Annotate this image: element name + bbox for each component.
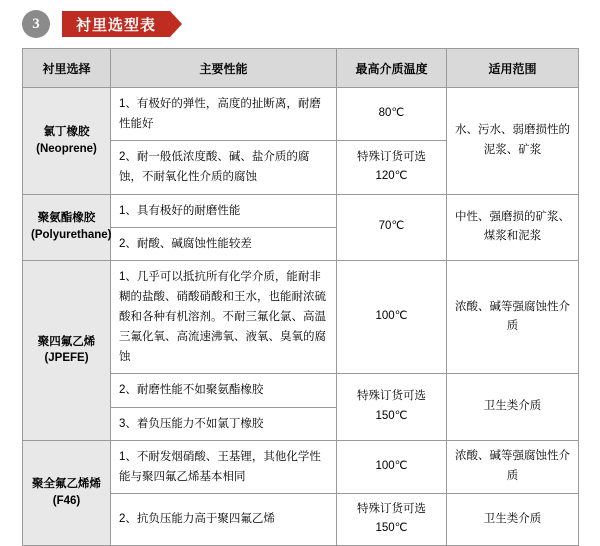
table-header-row — [23, 49, 579, 88]
temperature-text: 80℃ — [337, 88, 447, 141]
performance-text: 2、耐磨性能不如聚氨酯橡胶 — [111, 374, 337, 407]
page-title: 衬里选型表 — [76, 16, 157, 34]
performance-text: 2、耐一般低浓度酸、碱、盐介质的腐蚀，不耐氧化性介质的腐蚀 — [111, 141, 337, 194]
column-header-max-temperature: 最高介质温度 — [337, 49, 447, 88]
table-row — [23, 88, 579, 141]
temperature-text: 100℃ — [337, 440, 447, 493]
temperature-text: 特殊订货可选 150℃ — [337, 493, 447, 545]
table-row — [23, 194, 579, 227]
performance-text: 2、抗负压能力高于聚四氟乙烯 — [111, 493, 337, 545]
temperature-text: 70℃ — [337, 194, 447, 260]
scope-text: 浓酸、碱等强腐蚀性介质 — [447, 260, 579, 374]
column-header-lining: 衬里选择 — [23, 49, 111, 88]
scope-text: 中性、强磨损的矿浆、煤浆和泥浆 — [447, 194, 579, 260]
performance-text: 1、具有极好的耐磨性能 — [111, 194, 337, 227]
performance-text: 3、着负压能力不如氯丁橡胶 — [111, 407, 337, 440]
temperature-text: 特殊订货可选 120℃ — [337, 141, 447, 194]
performance-text: 1、不耐发烟硝酸、王基锂，其他化学性能与聚四氟乙烯基本相同 — [111, 440, 337, 493]
temperature-text: 特殊订货可选 150℃ — [337, 374, 447, 440]
table-body — [23, 88, 579, 546]
table-header — [23, 49, 579, 88]
performance-text: 1、几乎可以抵抗所有化学介质，能耐非糊的盐酸、硝酸硝酸和王水，也能耐浓硫酸和各种有机溶剂。不耐三氟化氯、高温三氟化氧、高流速沸氧、液氧、臭氧的腐蚀 — [111, 260, 337, 374]
column-header-performance: 主要性能 — [111, 49, 337, 88]
lining-category: 聚氨酯橡胶 (Polyurethane) — [23, 194, 111, 260]
lining-category: 氯丁橡胶 (Neoprene) — [23, 88, 111, 195]
temperature-text: 100℃ — [337, 260, 447, 374]
table-row — [23, 260, 579, 374]
lining-category: 聚四氟乙烯 (JPEFE) — [23, 260, 111, 440]
table-row — [23, 440, 579, 493]
scope-text: 浓酸、碱等强腐蚀性介质 — [447, 440, 579, 493]
scope-text: 水、污水、弱磨损性的泥浆、矿浆 — [447, 88, 579, 195]
lining-category: 聚全氟乙烯烯 (F46) — [23, 440, 111, 545]
performance-text: 1、有极好的弹性，高度的扯断离，耐磨性能好 — [111, 88, 337, 141]
section-header — [22, 8, 170, 40]
performance-text: 2、耐酸、碱腐蚀性能较差 — [111, 227, 337, 260]
scope-text: 卫生类介质 — [447, 493, 579, 545]
section-title-bar — [62, 11, 170, 37]
lining-selection-table — [22, 48, 579, 546]
section-number-badge: 3 — [22, 10, 50, 38]
scope-text: 卫生类介质 — [447, 374, 579, 440]
column-header-scope: 适用范围 — [447, 49, 579, 88]
